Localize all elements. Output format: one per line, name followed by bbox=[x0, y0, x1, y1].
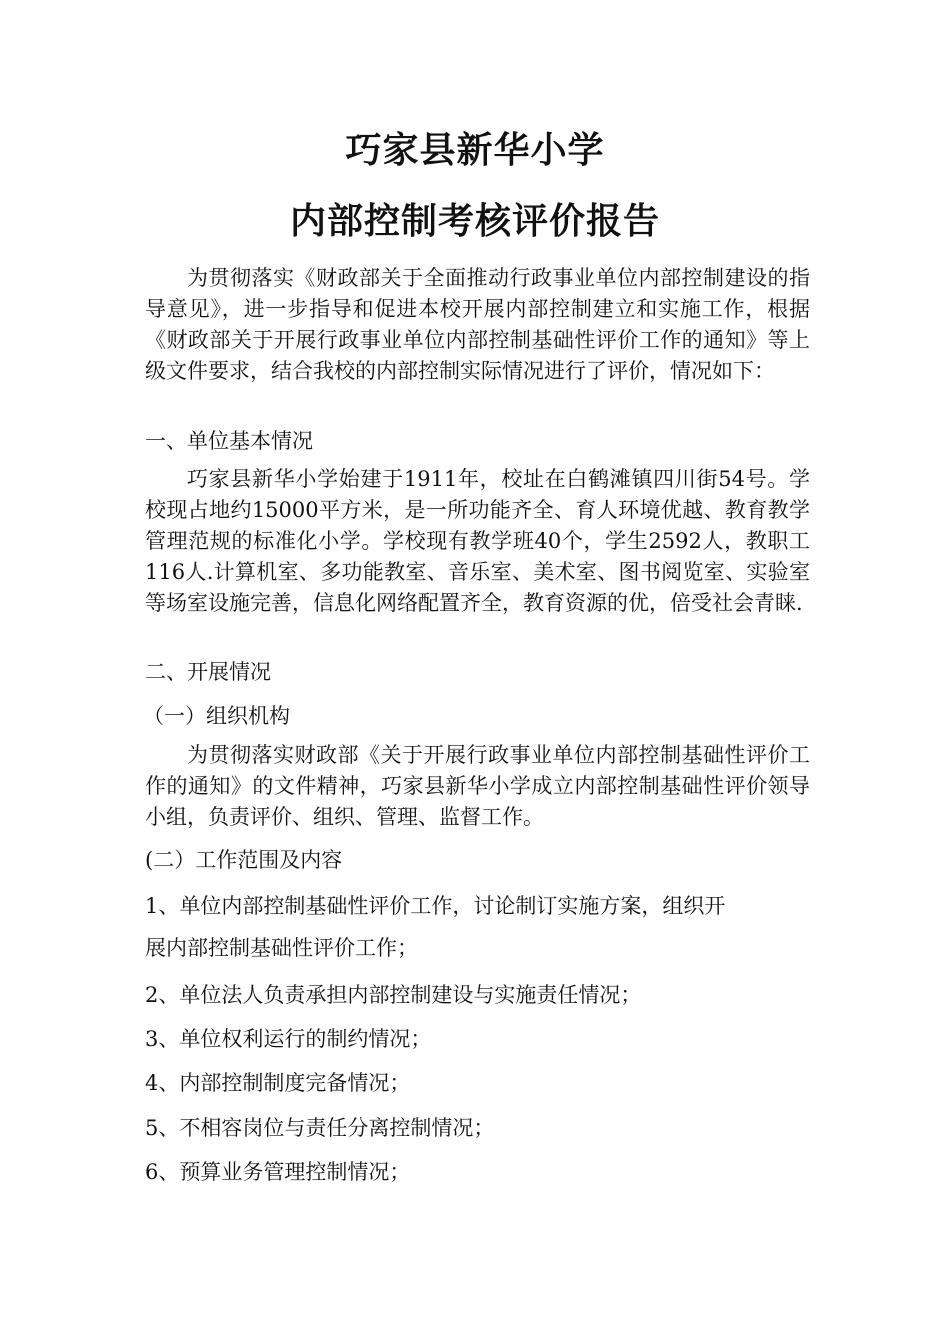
list-item: 4、内部控制制度完备情况； bbox=[145, 1071, 411, 1095]
subsection-heading-scope: (二）工作范围及内容 bbox=[145, 848, 343, 872]
subsection-heading-organization: （一）组织机构 bbox=[143, 704, 290, 728]
organization-paragraph: 为贯彻落实财政部《关于开展行政事业单位内部控制基础性评价工作的通知》的文件精神，巧家县新华小学成立内部控制基础性评价领导小组，负责评价、组织、管理、监督工作。 bbox=[145, 743, 810, 829]
list-item: 2、单位法人负责承担内部控制建设与实施责任情况； bbox=[145, 983, 642, 1007]
list-item: 1、单位内部控制基础性评价工作，讨论制订实施方案，组织开 bbox=[145, 894, 726, 918]
list-item: 5、不相容岗位与责任分离控制情况； bbox=[145, 1116, 495, 1140]
section-heading-basic-info: 一、单位基本情况 bbox=[145, 429, 313, 453]
list-item-continuation: 展内部控制基础性评价工作； bbox=[145, 936, 418, 960]
document-title-report: 内部控制考核评价报告 bbox=[289, 200, 660, 242]
document-title-school: 巧家县新华小学 bbox=[345, 129, 605, 171]
intro-paragraph: 为贯彻落实《财政部关于全面推动行政事业单位内部控制建设的指导意见》，进一步指导和促进本校开展内部控制建立和实施工作，根据《财政部关于开展行政事业单位内部控制基础性评价工作的通知》等上级文件要求，结合我校的内部控制实际情况进行了评价，情况如下： bbox=[145, 266, 810, 383]
basic-info-paragraph: 巧家县新华小学始建于1911年，校址在白鹤滩镇四川街54号。学校现占地约15000平方米，是一所功能齐全、育人环境优越、教育教学管理范规的标准化小学。学校现有教学班40个，学生2592人，教职工116人.计算机室、多功能教室、音乐室、美术室、图书阅览室、实验室等场室设施完善，信息化网络配置齐全，教育资源的优，倍受社会青睐. bbox=[145, 467, 810, 615]
list-item: 3、单位权利运行的制约情况； bbox=[145, 1027, 432, 1051]
list-item: 6、预算业务管理控制情况； bbox=[145, 1160, 411, 1184]
section-heading-progress: 二、开展情况 bbox=[145, 660, 271, 684]
